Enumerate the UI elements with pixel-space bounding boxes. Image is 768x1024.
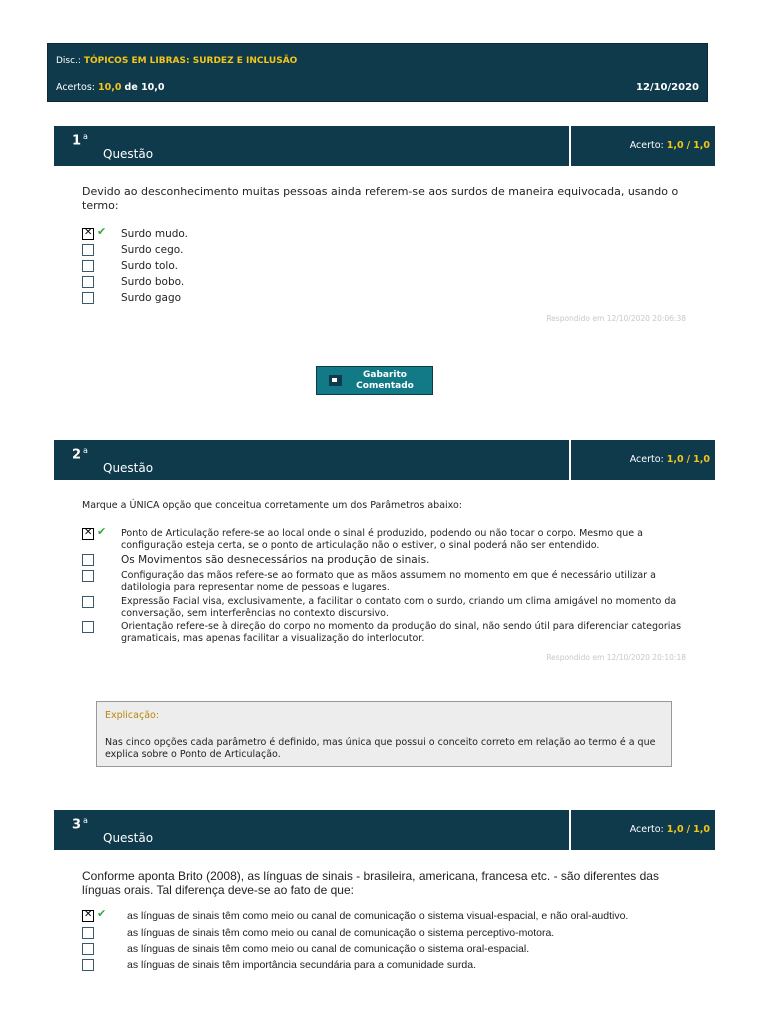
score-row — [56, 82, 165, 93]
question-1-stem: Devido ao desconhecimento muitas pessoas ainda referem-se aos surdos de maneira equivocada, usando o termo: — [82, 185, 679, 212]
discipline-row — [56, 56, 297, 66]
question-3-score-total: 1,0 — [693, 824, 710, 835]
question-2-divider — [569, 440, 571, 480]
question-1-header — [54, 126, 715, 166]
checkbox-icon[interactable] — [82, 276, 94, 288]
question-3-number-wrap — [72, 816, 88, 832]
question-2-header — [54, 440, 715, 480]
question-3-score-sep: / — [686, 824, 691, 835]
question-1-score-sep: / — [686, 140, 691, 151]
checkbox-icon[interactable] — [82, 927, 94, 939]
checkbox-icon[interactable] — [82, 554, 94, 566]
question-1-score-label: Acerto: — [629, 140, 664, 151]
gabarito-line-1: Gabarito — [363, 370, 407, 380]
question-3-ordinal: a — [83, 816, 88, 825]
option-text: Surdo gago — [121, 292, 182, 304]
gabarito-button-label — [345, 370, 425, 392]
question-2-score-sep: / — [686, 454, 691, 465]
option-text: Os Movimentos são desnecessários na produção de sinais. — [121, 554, 430, 566]
checkbox-checked-icon[interactable] — [82, 228, 94, 240]
checkbox-icon[interactable] — [82, 292, 94, 304]
checkbox-checked-icon[interactable] — [82, 910, 94, 922]
question-1-score-value: 1,0 — [666, 140, 684, 151]
score-value: 10,0 — [98, 82, 122, 93]
checkbox-icon[interactable] — [82, 621, 94, 633]
question-2-score-total: 1,0 — [693, 454, 710, 465]
question-2-ordinal: a — [83, 446, 88, 455]
correct-check-icon: ✔ — [97, 907, 107, 920]
option-text: Ponto de Articulação refere-se ao local onde o sinal é produzido, podendo ou não tocar o corpo. Mesmo que a configuração esteja certa, se o ponto de articulação não o estiver, o sinal poderá não ser entendido. — [121, 528, 643, 551]
gabarito-comentado-button[interactable] — [316, 366, 433, 395]
question-2-score-value: 1,0 — [666, 454, 684, 465]
question-1-answered-time: Respondido em 12/10/2020 20:06:38 — [546, 314, 686, 323]
question-1-score — [630, 140, 710, 151]
option-text: Expressão Facial visa, exclusivamente, a facilitar o contato com o surdo, criando um clima amigável no momento da conversação, sem interferências no contexto discursivo. — [121, 596, 677, 619]
checkbox-icon[interactable] — [82, 959, 94, 971]
score-total: de 10,0 — [124, 82, 165, 93]
question-1-label: Questão — [103, 147, 154, 161]
question-1-number: 1 — [72, 133, 82, 149]
checkbox-icon[interactable] — [82, 244, 94, 256]
checkbox-icon[interactable] — [82, 570, 94, 582]
question-2-number: 2 — [72, 447, 82, 463]
checkbox-icon[interactable] — [82, 596, 94, 608]
question-2-label: Questão — [103, 461, 154, 475]
question-1-divider — [569, 126, 571, 166]
option-text: Orientação refere-se à direção do corpo no momento da produção do sinal, não sendo útil para diferenciar categorias gramaticais, mas apenas facilitar a visualização do interlocutor. — [121, 621, 682, 644]
question-2-score-label: Acerto: — [629, 454, 664, 465]
question-1-score-total: 1,0 — [693, 140, 710, 151]
question-3-score — [630, 824, 710, 835]
option-text: Surdo mudo. — [121, 228, 189, 240]
question-1-number-wrap — [72, 132, 88, 148]
option-text: as línguas de sinais têm como meio ou canal de comunicação o sistema perceptivo-motora. — [127, 927, 555, 939]
option-text: Surdo bobo. — [121, 276, 185, 288]
exam-date: 12/10/2020 — [636, 82, 699, 93]
option-text: Surdo cego. — [121, 244, 184, 256]
video-camera-icon — [329, 375, 342, 386]
checkbox-icon[interactable] — [82, 260, 94, 272]
correct-check-icon: ✔ — [97, 225, 107, 238]
score-label: Acertos: — [56, 82, 95, 93]
question-3-score-value: 1,0 — [666, 824, 684, 835]
explanation-title: Explicação: — [105, 710, 160, 721]
question-1-ordinal: a — [83, 132, 88, 141]
option-text: as línguas de sinais têm como meio ou canal de comunicação o sistema visual-espacial, e não oral-audtivo. — [127, 910, 629, 922]
discipline-label: Disc.: — [56, 56, 81, 66]
checkbox-icon[interactable] — [82, 943, 94, 955]
exam-header — [47, 43, 708, 102]
correct-check-icon: ✔ — [97, 525, 107, 538]
question-3-divider — [569, 810, 571, 850]
question-3-score-label: Acerto: — [629, 824, 664, 835]
option-text: Configuração das mãos refere-se ao formato que as mãos assumem no momento em que é necessário utilizar a datilologia para representar nome de pessoas e lugares. — [121, 570, 656, 593]
question-3-header — [54, 810, 715, 850]
gabarito-line-2: Comentado — [356, 381, 414, 391]
question-3-number: 3 — [72, 817, 82, 833]
option-text: Surdo tolo. — [121, 260, 178, 272]
explanation-box — [96, 701, 672, 767]
question-2-score — [630, 454, 710, 465]
question-3-stem: Conforme aponta Brito (2008), as línguas de sinais - brasileira, americana, francesa etc. - são diferentes das línguas orais. Tal diferença deve-se ao fato de que: — [82, 869, 659, 897]
option-text: as línguas de sinais têm importância secundária para a comunidade surda. — [127, 959, 477, 971]
discipline-name: TÓPICOS EM LIBRAS: SURDEZ E INCLUSÃO — [83, 56, 298, 66]
question-2-answered-time: Respondido em 12/10/2020 20:10:18 — [546, 653, 686, 662]
question-2-number-wrap — [72, 446, 88, 462]
explanation-text: Nas cinco opções cada parâmetro é definido, mas única que possui o conceito correto em relação ao termo é a que explica sobre o Ponto de Articulação. — [105, 737, 656, 760]
checkbox-checked-icon[interactable] — [82, 528, 94, 540]
question-3-label: Questão — [103, 831, 154, 845]
question-2-stem: Marque a ÚNICA opção que conceitua corretamente um dos Parâmetros abaixo: — [82, 500, 462, 511]
option-text: as línguas de sinais têm como meio ou canal de comunicação o sistema oral-espacial. — [127, 943, 530, 955]
